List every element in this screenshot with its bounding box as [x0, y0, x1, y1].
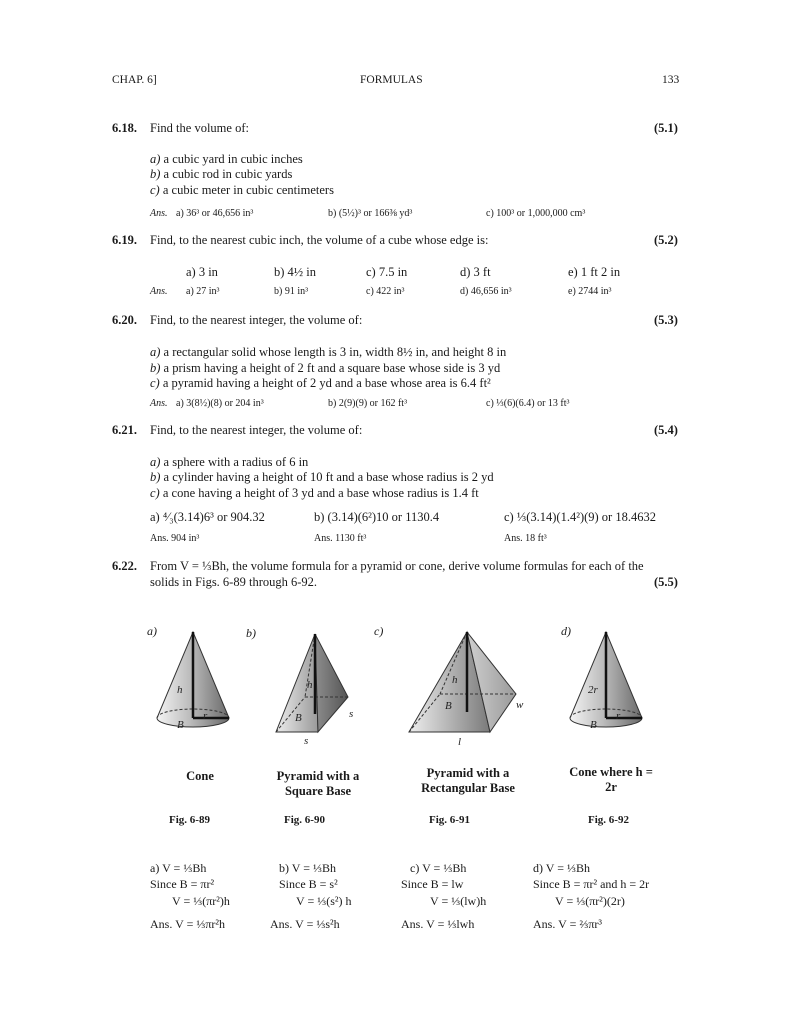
label-r: r [203, 710, 208, 722]
answer: c) ⅓(6)(6.4) or 13 ft³ [486, 398, 570, 409]
list-item: b) a cubic rod in cubic yards [150, 167, 293, 181]
label-B: B [445, 700, 452, 712]
derivation-line: d) V = ⅓Bh [533, 861, 590, 875]
label-B: B [177, 719, 184, 731]
derivation-answer: Ans. V = ⅓lwh [401, 917, 475, 931]
answer: c) 100³ or 1,000,000 cm³ [486, 208, 586, 219]
problem-number: 6.21. [112, 423, 137, 437]
answer: c) 422 in³ [366, 286, 405, 297]
section-ref: (5.3) [654, 313, 678, 327]
answer: a) 3(8½)(8) or 204 in³ [176, 398, 264, 409]
figure-caption: Pyramid with a Square Base [276, 769, 360, 798]
label-w: w [516, 699, 524, 711]
label-B: B [590, 719, 597, 731]
label-B: B [295, 712, 302, 724]
page-number: 133 [662, 74, 680, 86]
answer: a) 27 in³ [186, 286, 220, 297]
section-ref: (5.4) [654, 423, 678, 437]
figure-number: Fig. 6-89 [169, 814, 210, 826]
answer: a) 36³ or 46,656 in³ [176, 208, 254, 219]
derivation-answer: Ans. V = ⅓πr²h [150, 917, 225, 931]
cone-figure [157, 632, 229, 731]
derivation-line: Since B = πr² and h = 2r [533, 877, 650, 891]
square-pyramid-figure [276, 634, 353, 747]
derivation-line: V = ⅓(lw)h [430, 894, 487, 908]
section-ref: (5.1) [654, 121, 678, 135]
derivation-answer: Ans. V = ⅔πr³ [533, 917, 602, 931]
figure-letter: b) [246, 626, 256, 640]
derivation-answer: Ans. V = ⅓s²h [270, 917, 340, 931]
figure-caption: Pyramid with a Rectangular Base [421, 766, 515, 795]
derivation-line: Since B = πr² [150, 877, 215, 891]
problem-number: 6.22. [112, 559, 137, 573]
figure-number: Fig. 6-92 [588, 814, 629, 826]
label-h: h [177, 684, 183, 696]
list-item: c) a cubic meter in cubic centimeters [150, 183, 334, 197]
problem-question: From V = ⅓Bh, the volume formula for a pyramid or cone, derive volume formulas for each of the [150, 559, 644, 573]
figure-caption: Cone [186, 769, 214, 783]
work-line: c) ⅓(3.14)(1.4²)(9) or 18.4632 [504, 510, 656, 524]
running-title: FORMULAS [360, 74, 423, 86]
problem-question: Find, to the nearest integer, the volume of: [150, 423, 363, 437]
answer: Ans. 904 in³ [150, 533, 200, 544]
problem-number: 6.20. [112, 313, 137, 327]
list-item: a) a sphere with a radius of 6 in [150, 455, 309, 469]
chapter-label: CHAP. 6] [112, 74, 157, 86]
problem-question: Find, to the nearest cubic inch, the volume of a cube whose edge is: [150, 233, 489, 247]
derivation-line: V = ⅓(πr²)h [172, 894, 230, 908]
derivation-line: Since B = lw [401, 877, 464, 891]
label-l: l [458, 736, 462, 748]
figure-caption: Cone where h = 2r [569, 765, 653, 794]
answer: e) 2744 in³ [568, 286, 612, 297]
label-h: h [452, 674, 458, 686]
label-h: h [307, 679, 313, 691]
answer: Ans. 18 ft³ [504, 533, 547, 544]
section-ref: (5.5) [654, 575, 678, 589]
rectangular-pyramid-figure [409, 632, 524, 748]
answer: b) 91 in³ [274, 286, 309, 297]
list-item: b) 4½ in [274, 265, 317, 279]
figure-number: Fig. 6-91 [429, 814, 470, 826]
problem-question: Find, to the nearest integer, the volume of: [150, 313, 363, 327]
derivation-line: V = ⅓(s²) h [296, 894, 352, 908]
list-item: c) a cone having a height of 3 yd and a base whose radius is 1.4 ft [150, 486, 479, 500]
problem-number: 6.18. [112, 121, 137, 135]
list-item: d) 3 ft [460, 265, 491, 279]
answer: Ans. 1130 ft³ [314, 533, 367, 544]
problem-question: Find the volume of: [150, 121, 249, 135]
list-item: a) a rectangular solid whose length is 3 in, width 8½ in, and height 8 in [150, 345, 507, 359]
list-item: a) 3 in [186, 265, 218, 279]
problem-number: 6.19. [112, 233, 137, 247]
derivation-line: c) V = ⅓Bh [410, 861, 467, 875]
list-item: c) a pyramid having a height of 2 yd and a base whose area is 6.4 ft² [150, 376, 491, 390]
answer: b) (5½)³ or 166⅜ yd³ [328, 208, 413, 219]
figure-letter: d) [561, 624, 571, 638]
label-r: r [616, 710, 621, 722]
section-ref: (5.2) [654, 233, 678, 247]
label-2r: 2r [588, 684, 598, 696]
figure-letter: a) [147, 624, 157, 638]
problem-question-cont: solids in Figs. 6-89 through 6-92. [150, 575, 318, 589]
answer-label: Ans. [150, 286, 168, 297]
list-item: e) 1 ft 2 in [568, 265, 621, 279]
figure-letter: c) [374, 624, 384, 638]
list-item: b) a prism having a height of 2 ft and a square base whose side is 3 yd [150, 361, 501, 375]
figure-number: Fig. 6-90 [284, 814, 325, 826]
work-line: b) (3.14)(6²)10 or 1130.4 [314, 510, 440, 524]
list-item: a) a cubic yard in cubic inches [150, 152, 303, 166]
cone-2r-figure [570, 632, 642, 731]
answer: d) 46,656 in³ [460, 286, 512, 297]
list-item: c) 7.5 in [366, 265, 408, 279]
answer-label: Ans. [150, 208, 168, 219]
derivation-line: V = ⅓(πr²)(2r) [555, 894, 625, 908]
label-s: s [349, 708, 354, 720]
work-line: a) ⁴⁄₃(3.14)6³ or 904.32 [150, 510, 265, 524]
answer: b) 2(9)(9) or 162 ft³ [328, 398, 408, 409]
answer-label: Ans. [150, 398, 168, 409]
label-s: s [304, 735, 309, 747]
list-item: b) a cylinder having a height of 10 ft and a base whose radius is 2 yd [150, 470, 494, 484]
derivation-line: a) V = ⅓Bh [150, 861, 207, 875]
derivation-line: b) V = ⅓Bh [279, 861, 336, 875]
derivation-line: Since B = s² [279, 877, 338, 891]
